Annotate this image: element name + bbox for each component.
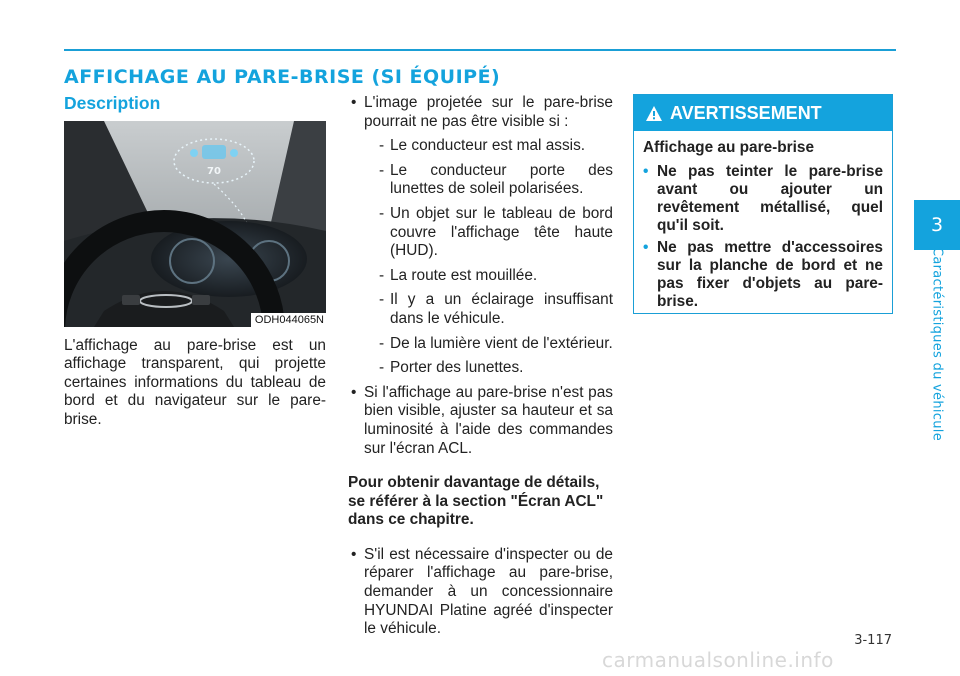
wheel-left-controls <box>122 295 140 305</box>
warning-box <box>633 94 893 314</box>
list-item: • Si l'affichage au pare-brise n'est pas bien visible, ajuster sa hauteur et sa luminosité à l'aide des commandes sur l'écran ACL. <box>348 384 613 458</box>
list-item: - Le conducteur porte des lunettes de soleil polarisées. <box>364 162 613 199</box>
list-item: • S'il est nécessaire d'inspecter ou de réparer l'affichage au pare-brise, demander à un concessionnaire HYUNDAI Platine agréé d'inspecter le véhicule. <box>348 546 613 639</box>
list-item: - Porter des lunettes. <box>364 359 613 378</box>
hud-dashboard-figure <box>64 121 326 327</box>
warning-triangle-icon <box>646 106 662 121</box>
list-item: • Ne pas mettre d'accessoires sur la planche de bord et ne pas fixer d'objets au pare-brise. <box>643 239 883 311</box>
wheel-right-controls <box>192 295 210 305</box>
watermark: carmanualsonline.info <box>602 648 834 672</box>
hud-lane-icon <box>202 145 226 159</box>
warning-list <box>643 163 883 311</box>
service-list <box>348 546 613 639</box>
list-item: - Le conducteur est mal assis. <box>364 137 613 156</box>
warning-title: AVERTISSEMENT <box>670 102 822 123</box>
list-item <box>348 94 613 378</box>
bold-note: Pour obtenir davantage de détails, se référer à la section "Écran ACL" dans ce chapitre. <box>348 474 604 529</box>
hud-left-indicator <box>190 149 198 157</box>
list-item: - Un objet sur le tableau de bord couvre l'affichage tête haute (HUD). <box>364 205 613 261</box>
dashboard-illustration <box>64 121 326 327</box>
page-number: 3-117 <box>854 633 892 648</box>
hud-right-indicator <box>230 149 238 157</box>
hud-speed-readout: 70 <box>207 165 221 177</box>
list-item: - Il y a un éclairage insuffisant dans le véhicule. <box>364 291 613 328</box>
visibility-conditions <box>364 137 613 378</box>
warning-body <box>634 131 892 311</box>
list-item: • Ne pas teinter le pare-brise avant ou ajouter un revêtement métallisé, quel qu'il soit. <box>643 163 883 235</box>
left-column <box>64 94 326 430</box>
bullet-text: L'image projetée sur le pare-brise pourrait ne pas être visible si : <box>364 94 613 130</box>
list-item: - La route est mouillée. <box>364 267 613 286</box>
figure-code: ODH044065N <box>251 313 326 327</box>
list-item: - De la lumière vient de l'extérieur. <box>364 335 613 354</box>
warning-subtitle: Affichage au pare-brise <box>643 139 815 156</box>
section-title: AFFICHAGE AU PARE-BRISE (SI ÉQUIPÉ) <box>64 66 501 88</box>
chapter-label: Caractéristiques du véhicule <box>929 247 945 441</box>
middle-column <box>348 94 613 639</box>
warning-header <box>634 95 892 131</box>
description-paragraph: L'affichage au pare-brise est un affichage transparent, qui projette certaines informations du tableau de bord et du navigateur sur le pare-brise. <box>64 336 326 428</box>
top-rule <box>64 49 896 51</box>
chapter-number-tab: 3 <box>914 200 960 250</box>
visibility-list <box>348 94 613 458</box>
description-heading: Description <box>64 93 161 113</box>
